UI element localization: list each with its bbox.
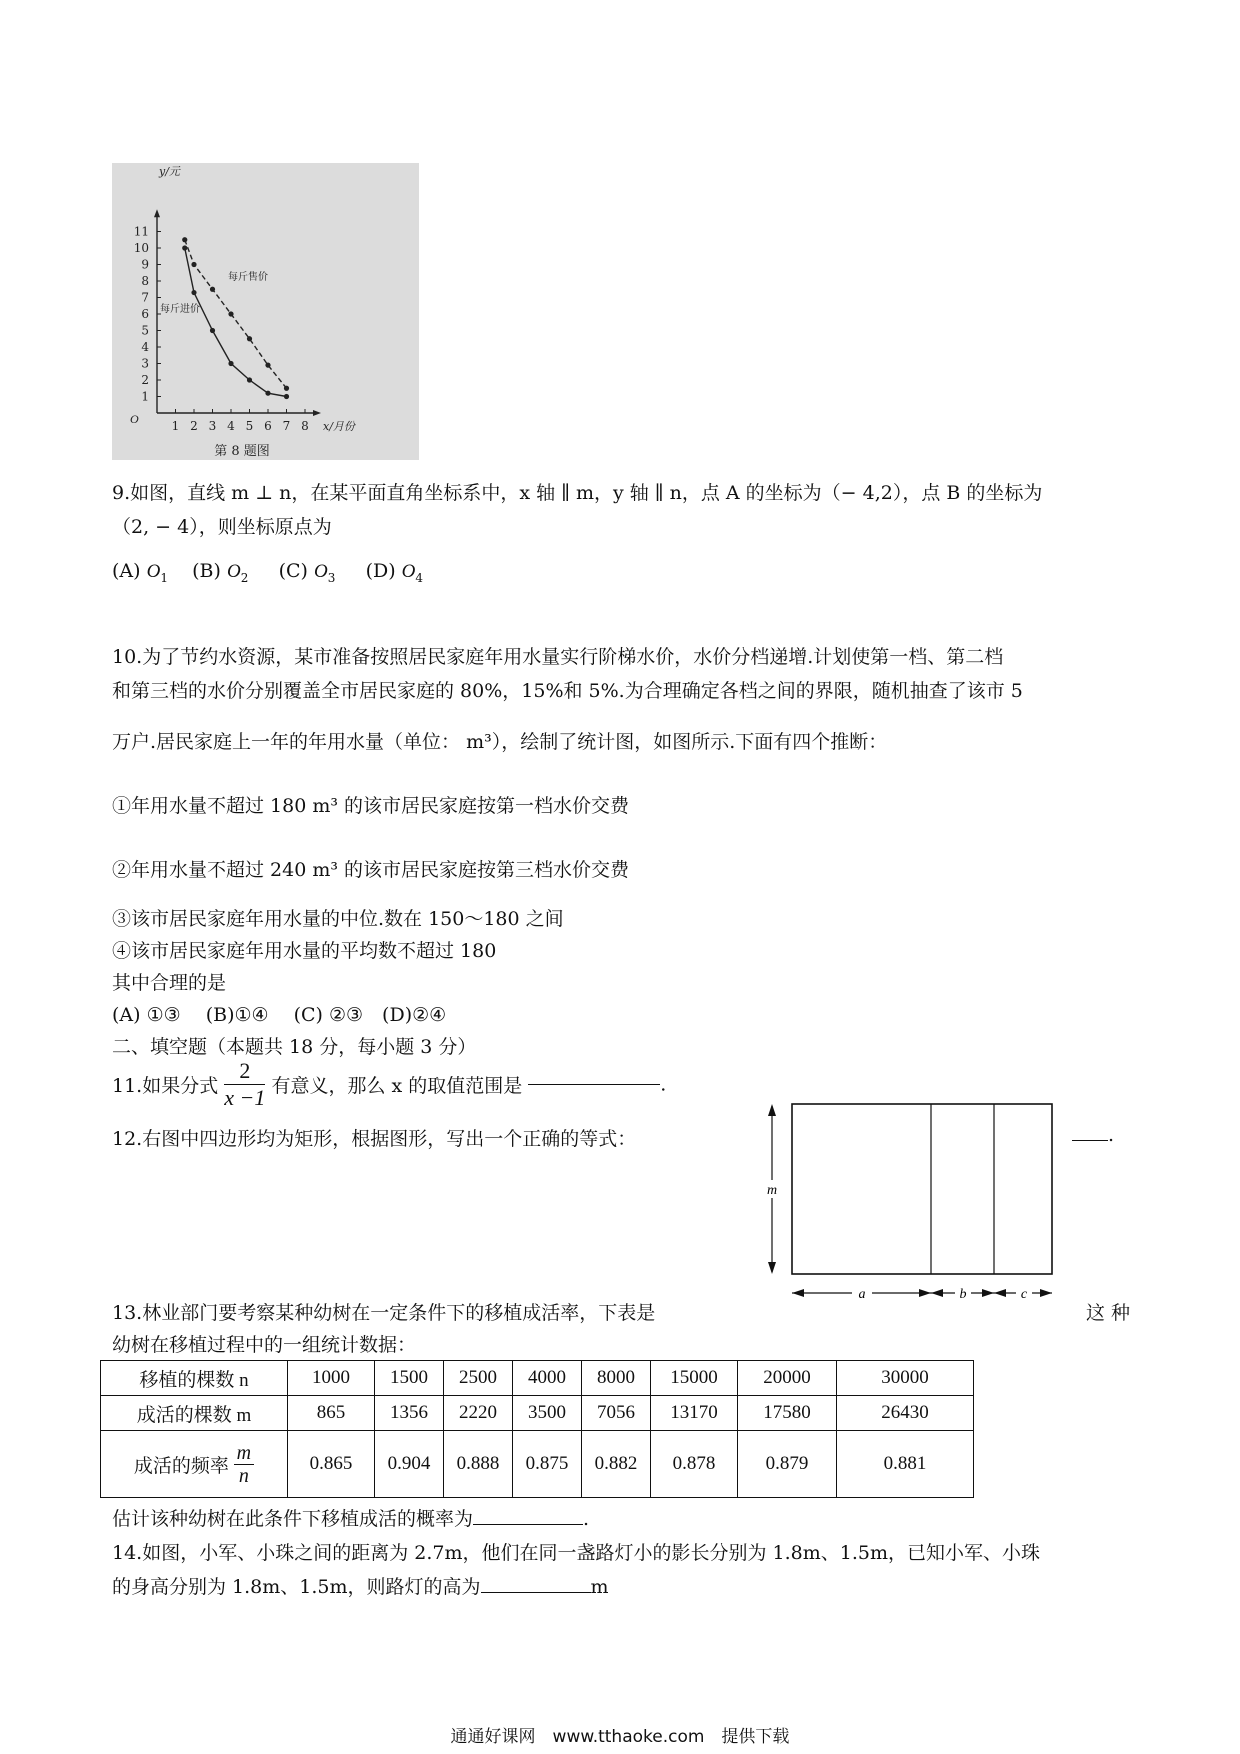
q9-options	[112, 560, 423, 585]
m-arrow-bottom	[768, 1262, 776, 1274]
y-tick-label: 11	[133, 224, 149, 239]
rate-label: 成活的频率	[133, 1455, 229, 1477]
q11-post: 有意义，那么 x 的取值范围是	[271, 1075, 523, 1097]
q11-end: .	[660, 1073, 667, 1096]
q9-line2: （2, − 4），则坐标原点为	[112, 516, 332, 538]
q8-figure	[112, 163, 419, 460]
series-label-1: 每斤售价	[228, 272, 268, 283]
table-cell: 0.888	[444, 1431, 513, 1498]
table-cell: 0.882	[582, 1431, 651, 1498]
section-2-heading: 二、填空题（本题共 18 分，每小题 3 分）	[112, 1036, 477, 1058]
table-cell: 0.875	[513, 1431, 582, 1498]
q9-option-c: (C)	[278, 560, 308, 582]
y-tick-label: 1	[141, 389, 149, 404]
data-point	[210, 328, 215, 333]
series-line-2	[185, 248, 287, 397]
y-tick-label: 6	[141, 307, 149, 321]
origin-o3-sub: 3	[327, 570, 336, 585]
x-tick-label: 3	[208, 419, 217, 433]
table-cell: 3500	[513, 1396, 582, 1431]
table-cell: 2500	[444, 1361, 513, 1396]
table-cell: 2220	[444, 1396, 513, 1431]
b-arrow-right	[982, 1289, 994, 1297]
y-tick-label: 3	[141, 356, 149, 371]
table-cell: 17580	[738, 1396, 837, 1431]
series-line-1	[185, 240, 287, 389]
table-row	[101, 1431, 974, 1498]
q11-numerator: 2	[224, 1058, 265, 1085]
x-tick-label: 2	[190, 419, 198, 433]
q13-tail: 这 种	[1086, 1302, 1131, 1324]
origin-o2-sub: 2	[240, 570, 249, 585]
q10-ask: 其中合理的是	[112, 972, 227, 994]
c-label: c	[1020, 1287, 1028, 1302]
table-cell: 15000	[651, 1361, 738, 1396]
q10-line2: 和第三档的水价分别覆盖全市居民家庭的 80%，15%和 5%.为合理确定各档之间的界限，随机抽查了该市 5	[112, 680, 1023, 702]
q10-statement-3: ③该市居民家庭年用水量的中位.数在 150～180 之间	[112, 908, 564, 930]
q13-after	[112, 1504, 589, 1531]
table-cell: 1356	[375, 1396, 444, 1431]
x-tick-label: 5	[245, 419, 254, 433]
origin-o1-sub: 1	[160, 570, 168, 585]
x-tick-label: 4	[227, 419, 235, 433]
q14-answer-blank[interactable]	[481, 1592, 591, 1593]
table-cell: 13170	[651, 1396, 738, 1431]
q10-line1: 10.为了节约水资源，某市准备按照居民家庭年用水量实行阶梯水价，水价分档递增.计划使第一档、第二档	[112, 646, 1004, 668]
origin-o1: O	[146, 561, 161, 582]
table-cell: 4000	[513, 1361, 582, 1396]
data-point	[228, 361, 233, 366]
q9-option-a: (A)	[112, 560, 141, 582]
table-row	[101, 1396, 974, 1431]
data-point	[191, 262, 196, 267]
row-label: 移植的棵数 n	[101, 1361, 288, 1396]
row-label: 成活的棵数 m	[101, 1396, 288, 1431]
table-cell: 1500	[375, 1361, 444, 1396]
y-tick-label: 10	[133, 241, 149, 255]
table-cell: 7056	[582, 1396, 651, 1431]
q13-line1: 13.林业部门要考察某种幼树在一定条件下的移植成活率，下表是	[112, 1302, 656, 1324]
data-point	[265, 391, 270, 396]
m-arrow-top	[768, 1104, 776, 1116]
big-rectangle	[792, 1104, 1052, 1274]
y-tick-label: 7	[141, 290, 149, 305]
table-row	[101, 1361, 974, 1396]
table-cell: 20000	[738, 1361, 837, 1396]
q14-line2	[112, 1572, 609, 1599]
c-arrow-left	[994, 1289, 1006, 1297]
origin-o2: O	[226, 561, 241, 582]
c-arrow-right	[1040, 1289, 1052, 1297]
q12-answer	[1072, 1124, 1114, 1146]
q12-answer-blank[interactable]	[1072, 1140, 1108, 1141]
q13-after-text: 估计该种幼树在此条件下移植成活的概率为	[112, 1508, 474, 1530]
b-label: b	[959, 1287, 967, 1302]
origin-label: O	[130, 412, 139, 426]
table-cell: 0.879	[738, 1431, 837, 1498]
x-axis-arrow	[313, 410, 321, 416]
q9-option-b: (B)	[192, 560, 221, 582]
data-point	[191, 290, 196, 295]
x-tick-label: 7	[282, 419, 291, 433]
q9-option-d: (D)	[365, 560, 396, 582]
data-point	[284, 386, 289, 391]
q12: 12.右图中四边形均为矩形，根据图形，写出一个正确的等式：	[112, 1128, 637, 1150]
data-point	[247, 336, 252, 341]
q11-pre: 11.如果分式	[112, 1075, 219, 1097]
x-tick-label: 6	[264, 419, 272, 433]
q10-options: (A) ①③ (B)①④ (C) ②③ (D)②④	[112, 1004, 447, 1026]
x-tick-label: 1	[171, 419, 180, 433]
y-tick-label: 5	[141, 323, 149, 338]
table-cell: 26430	[837, 1396, 974, 1431]
y-axis-label: y/元	[159, 165, 180, 178]
q10-line3: 万户.居民家庭上一年的年用水量（单位： m³），绘制了统计图，如图所示.下面有四个推断：	[112, 731, 888, 753]
q10-statement-4: ④该市居民家庭年用水量的平均数不超过 180	[112, 940, 497, 962]
table-cell: 0.881	[837, 1431, 974, 1498]
data-point	[182, 245, 187, 250]
q14-unit: m	[590, 1576, 609, 1598]
a-arrow-left	[792, 1289, 804, 1297]
transplant-table	[100, 1360, 974, 1498]
table-cell: 1000	[288, 1361, 375, 1396]
rate-fraction-num: m	[234, 1442, 254, 1465]
origin-o3: O	[313, 561, 328, 582]
origin-o4-sub: 4	[415, 570, 424, 585]
m-label: m	[766, 1183, 778, 1198]
a-label: a	[858, 1287, 866, 1302]
table-cell: 8000	[582, 1361, 651, 1396]
table-cell: 0.878	[651, 1431, 738, 1498]
data-point	[228, 311, 233, 316]
y-tick-label: 8	[141, 274, 149, 288]
q13-line2: 幼树在移植过程中的一组统计数据：	[112, 1334, 417, 1356]
q13-answer-blank[interactable]	[473, 1524, 583, 1525]
footer-credit: 通通好课网 www.tthaoke.com 提供下载	[450, 1727, 790, 1747]
data-point	[284, 394, 289, 399]
table-cell: 865	[288, 1396, 375, 1431]
q13-end: .	[583, 1508, 590, 1530]
q14-line2-text: 的身高分别为 1.8m、1.5m，则路灯的高为	[112, 1576, 481, 1598]
q8-line-chart	[112, 163, 419, 460]
b-arrow-left	[931, 1289, 943, 1297]
y-tick-label: 4	[141, 340, 149, 354]
data-point	[210, 287, 215, 292]
rate-fraction	[234, 1442, 254, 1487]
chart-caption: 第 8 题图	[214, 444, 270, 459]
a-arrow-right	[919, 1289, 931, 1297]
table-cell: 0.865	[288, 1431, 375, 1498]
q11-answer-blank[interactable]	[528, 1084, 660, 1085]
table-cell: 0.904	[375, 1431, 444, 1498]
y-tick-label: 2	[141, 373, 149, 387]
q12-rectangle-figure	[760, 1100, 1060, 1310]
data-point	[182, 237, 187, 242]
data-point	[247, 377, 252, 382]
q11-denominator: x −1	[224, 1085, 266, 1110]
q11-fraction	[224, 1058, 265, 1111]
q12-end: .	[1108, 1124, 1115, 1146]
x-tick-label: 8	[301, 419, 309, 433]
data-point	[265, 363, 270, 368]
q10-statement-1: ①年用水量不超过 180 m³ 的该市居民家庭按第一档水价交费	[112, 795, 630, 817]
rate-fraction-den: n	[238, 1464, 249, 1487]
row-label	[101, 1431, 288, 1498]
q11	[112, 1058, 666, 1118]
y-tick-label: 9	[141, 257, 149, 272]
origin-o4: O	[401, 561, 416, 582]
series-label-2: 每斤进价	[160, 304, 200, 315]
table-cell: 30000	[837, 1361, 974, 1396]
x-axis-label: x/月份	[323, 420, 355, 433]
q10-statement-2: ②年用水量不超过 240 m³ 的该市居民家庭按第三档水价交费	[112, 859, 630, 881]
q9-line1: 9.如图，直线 m ⊥ n，在某平面直角坐标系中，x 轴 ∥ m，y 轴 ∥ n，点 A 的坐标为（− 4,2），点 B 的坐标为	[112, 482, 1043, 504]
y-axis-arrow	[154, 209, 160, 217]
q14-line1: 14.如图，小军、小珠之间的距离为 2.7m，他们在同一盏路灯小的影长分别为 1.8m、1.5m，已知小军、小珠	[112, 1542, 1040, 1564]
